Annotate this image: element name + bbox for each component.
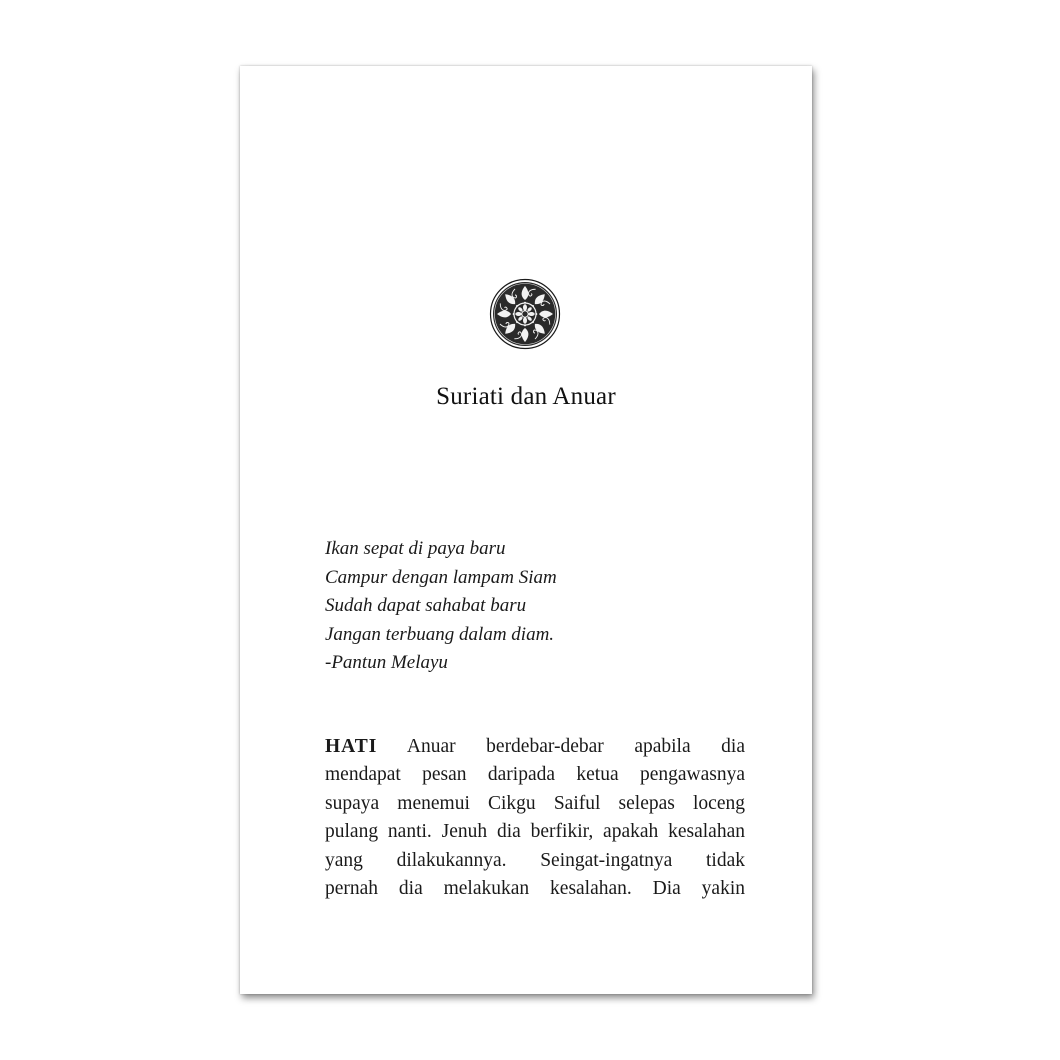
lead-word: HATI — [325, 736, 378, 757]
body-line: pulang nanti. Jenuh dia berfikir, apakah kesalahan — [325, 821, 745, 843]
body-line: pernah dia melakukan kesalahan. Dia yakin — [325, 877, 745, 899]
book-page — [240, 66, 812, 994]
epigraph-line: Ikan sepat di paya baru — [325, 538, 506, 559]
epigraph-pantun — [325, 535, 745, 678]
chapter-title: Suriati dan Anuar — [436, 383, 616, 410]
first-line-text: Anuar berdebar-debar apabila dia — [377, 736, 745, 757]
epigraph-attribution: -Pantun Melayu — [325, 652, 448, 673]
body-line: yang dilakukannya. Seingat-ingatnya tidak — [325, 849, 745, 871]
body-first-line — [325, 733, 745, 761]
mandala-ornament-icon — [489, 278, 561, 350]
body-paragraph — [325, 733, 745, 903]
epigraph-line: Jangan terbuang dalam diam. — [325, 623, 555, 645]
body-line: mendapat pesan daripada ketua pengawasnya — [325, 764, 745, 786]
body-line: supaya menemui Cikgu Saiful selepas loceng — [325, 792, 745, 814]
epigraph-line: Sudah dapat sahabat baru — [325, 595, 527, 616]
epigraph-line: Campur dengan lampam Siam — [325, 566, 557, 588]
